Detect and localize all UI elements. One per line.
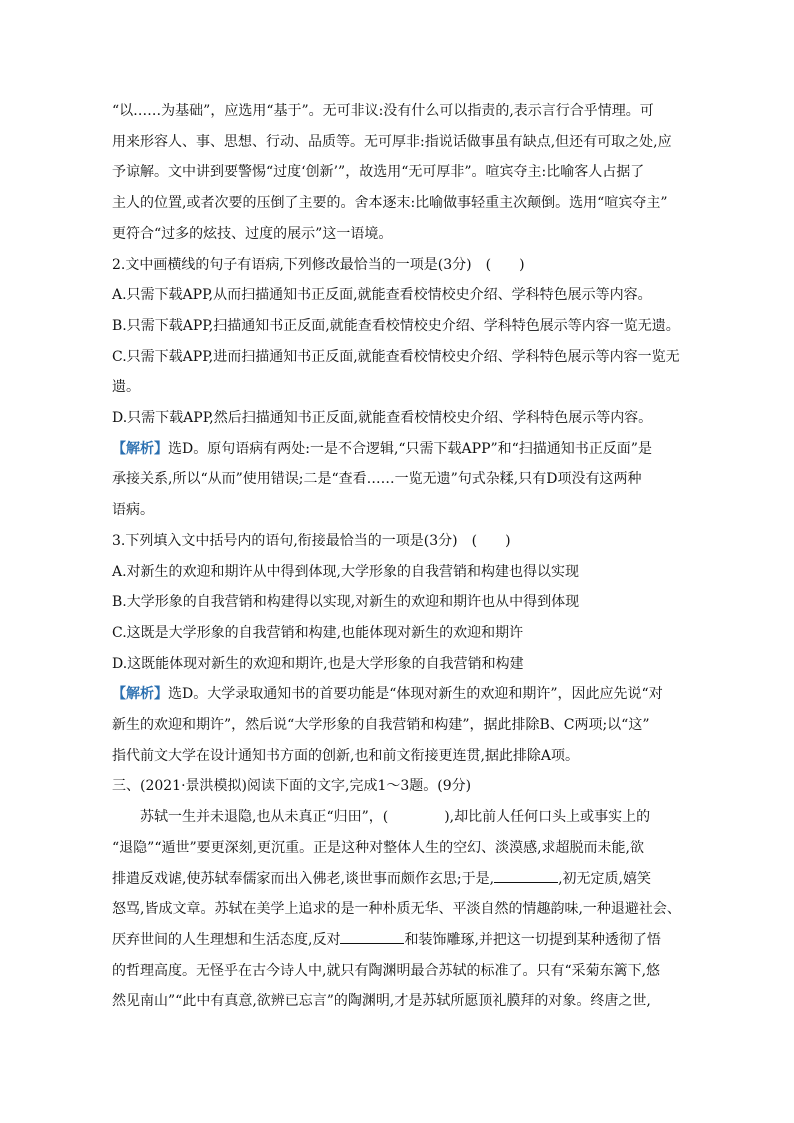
question-2-option-c-cont: 遗。 xyxy=(112,379,140,396)
question-3-stem: 3.下列填入文中括号内的语句,衔接最恰当的一项是(3分) ( ) xyxy=(112,532,511,549)
passage-line: 苏轼一生并未退隐,也从未真正“归田”，( ),却比前人任何口头上或事实上的 xyxy=(140,809,651,826)
section-3-heading: 三、(2021·景洪模拟)阅读下面的文字,完成1～3题。(9分) xyxy=(112,778,472,795)
passage-line: “退隐”“遁世”要更深刻,更沉重。正是这种对整体人生的空幻、淡漠感,求超脱而未能,欲 xyxy=(112,839,644,856)
question-3-analysis xyxy=(112,679,686,710)
fill-blank xyxy=(494,869,558,883)
question-3-option-d: D.这既能体现对新生的欢迎和期许,也是大学形象的自我营销和构建 xyxy=(112,655,524,672)
analysis-text: 选D。大学录取通知书的首要功能是“体现对新生的欢迎和期许”，因此应先说“对 xyxy=(168,686,663,703)
question-2-analysis xyxy=(112,434,686,465)
passage-line: 怒骂,皆成文章。苏轼在美学上追求的是一种朴质无华、平淡自然的情趣韵味,一种退避社会、 xyxy=(112,901,681,918)
question-2-analysis-line: 语病。 xyxy=(112,502,154,519)
analysis-tag: 【解析】 xyxy=(112,686,168,703)
question-2-option-b: B.只需下载APP,扫描通知书正反面,就能查看校情校史介绍、学科特色展示等内容一览无遗。 xyxy=(112,317,680,334)
fill-blank xyxy=(340,930,404,944)
document-page xyxy=(112,96,686,1017)
passage-line xyxy=(112,864,686,895)
question-3-option-a: A.对新生的欢迎和期许从中得到体现,大学形象的自我营销和构建也得以实现 xyxy=(112,563,580,580)
question-2-analysis-line: 承接关系,所以“从而”使用错误;二是“查看……一览无遗”句式杂糅,只有D项没有这两种 xyxy=(112,471,642,488)
explanation-line: 予谅解。文中讲到要警惕“过度‘创新’”，故选用“无可厚非”。喧宾夺主:比喻客人占据了 xyxy=(112,164,645,181)
explanation-line: 用来形容人、事、思想、行动、品质等。无可厚非:指说话做事虽有缺点,但还有可取之处,应 xyxy=(112,133,672,150)
passage-line: 的哲理高度。无怪乎在古今诗人中,就只有陶渊明最合苏轼的标准了。只有“采菊东篱下,悠 xyxy=(112,962,661,979)
explanation-line: “以……为基础”，应选用“基于”。无可非议:没有什么可以指责的,表示言行合乎情理。可 xyxy=(112,103,654,119)
analysis-tag: 【解析】 xyxy=(112,440,168,457)
question-3-analysis-line: 指代前文大学在设计通知书方面的创新,也和前文衔接更连贯,据此排除A项。 xyxy=(112,747,580,764)
explanation-line: 主人的位置,或者次要的压倒了主要的。舍本逐末:比喻做事轻重主次颠倒。选用“喧宾夺主” xyxy=(112,195,668,212)
passage-text: 和装饰雕琢,并把这一切提到某种透彻了悟 xyxy=(404,931,661,948)
passage-text: ,初无定质,嬉笑 xyxy=(558,870,651,887)
explanation-line: 更符合“过多的炫技、过度的展示”这一语境。 xyxy=(112,225,393,242)
question-2-stem: 2.文中画横线的句子有语病,下列修改最恰当的一项是(3分) ( ) xyxy=(112,256,525,273)
question-3-option-c: C.这既是大学形象的自我营销和构建,也能体现对新生的欢迎和期许 xyxy=(112,624,524,641)
question-3-option-b: B.大学形象的自我营销和构建得以实现,对新生的欢迎和期许也从中得到体现 xyxy=(112,594,580,611)
question-3-analysis-line: 新生的欢迎和期许”，然后说“大学形象的自我营销和构建”，据此排除B、C两项;以“这” xyxy=(112,717,650,734)
passage-text: 厌弃世间的人生理想和生活态度,反对 xyxy=(112,931,341,948)
passage-text: 排遣反戏谑,使苏轼奉儒家而出入佛老,谈世事而颇作玄思;于是, xyxy=(112,870,495,887)
question-2-option-d: D.只需下载APP,然后扫描通知书正反面,就能查看校情校史介绍、学科特色展示等内容。 xyxy=(112,410,653,427)
analysis-text: 选D。原句语病有两处:一是不合逻辑,“只需下载APP”和“扫描通知书正反面”是 xyxy=(168,440,652,457)
passage-line xyxy=(112,925,686,956)
question-2-option-c: C.只需下载APP,进而扫描通知书正反面,就能查看校情校史介绍、学科特色展示等内容一览无 xyxy=(112,348,680,365)
question-2-option-a: A.只需下载APP,从而扫描通知书正反面,就能查看校情校史介绍、学科特色展示等内容。 xyxy=(112,287,652,304)
passage-line: 然见南山”“此中有真意,欲辨已忘言”的陶渊明,才是苏轼所愿顶礼膜拜的对象。终唐之世, xyxy=(112,993,651,1010)
